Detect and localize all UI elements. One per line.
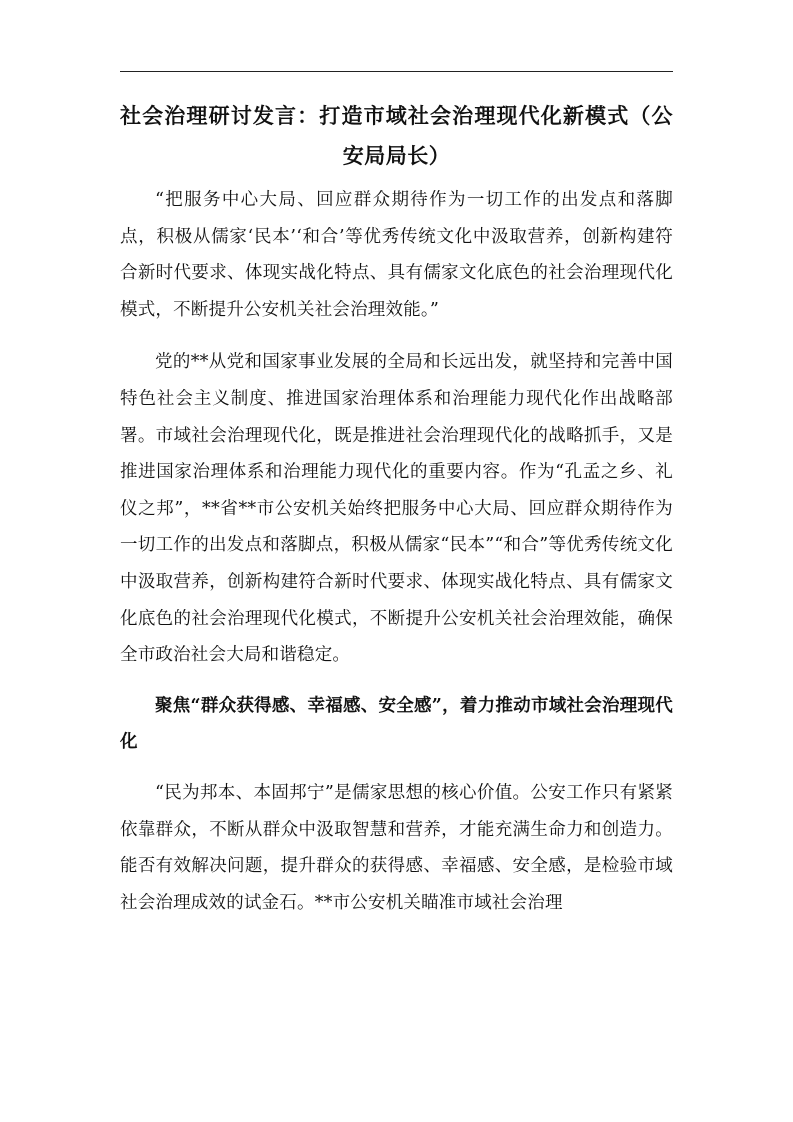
- document-body: [120, 96, 673, 921]
- section-heading: 聚焦“群众获得感、幸福感、安全感”，着力推动市域社会治理现代化: [120, 695, 673, 753]
- intro-paragraph: 党的**从党和国家事业发展的全局和长远出发，就坚持和完善中国特色社会主义制度、推进国家治理体系和治理能力现代化作出战略部署。市域社会治理现代化，既是推进社会治理现代化的战略抓手，又是推进国家治理体系和治理能力现代化的重要内容。作为“孔孟之乡、礼仪之邦”，**省**市公安机关始终把服务中心大局、回应群众期待作为一切工作的出发点和落脚点，积极从儒家“民本”“和合”等优秀传统文化中汲取营养，创新构建符合新时代要求、体现实战化特点、具有儒家文化底色的社会治理现代化模式，不断提升公安机关社会治理效能，确保全市政治社会大局和谐稳定。: [120, 352, 673, 666]
- opening-quote-paragraph: “把服务中心大局、回应群众期待作为一切工作的出发点和落脚点，积极从儒家‘民本’‘和合’等优秀传统文化中汲取营养，创新构建符合新时代要求、体现实战化特点、具有儒家文化底色的社会治理现代化模式，不断提升公安机关社会治理效能。”: [120, 190, 673, 320]
- document-title: 社会治理研讨发言：打造市域社会治理现代化新模式（公安局局长）: [120, 103, 673, 168]
- section-paragraph: “民为邦本、本固邦宁”是儒家思想的核心价值。公安工作只有紧紧依靠群众，不断从群众中汲取智慧和营养，才能充满生命力和创造力。能否有效解决问题，提升群众的获得感、幸福感、安全感，是检验市域社会治理成效的试金石。**市公安机关瞄准市域社会治理: [120, 782, 673, 913]
- header-rule: [120, 71, 673, 72]
